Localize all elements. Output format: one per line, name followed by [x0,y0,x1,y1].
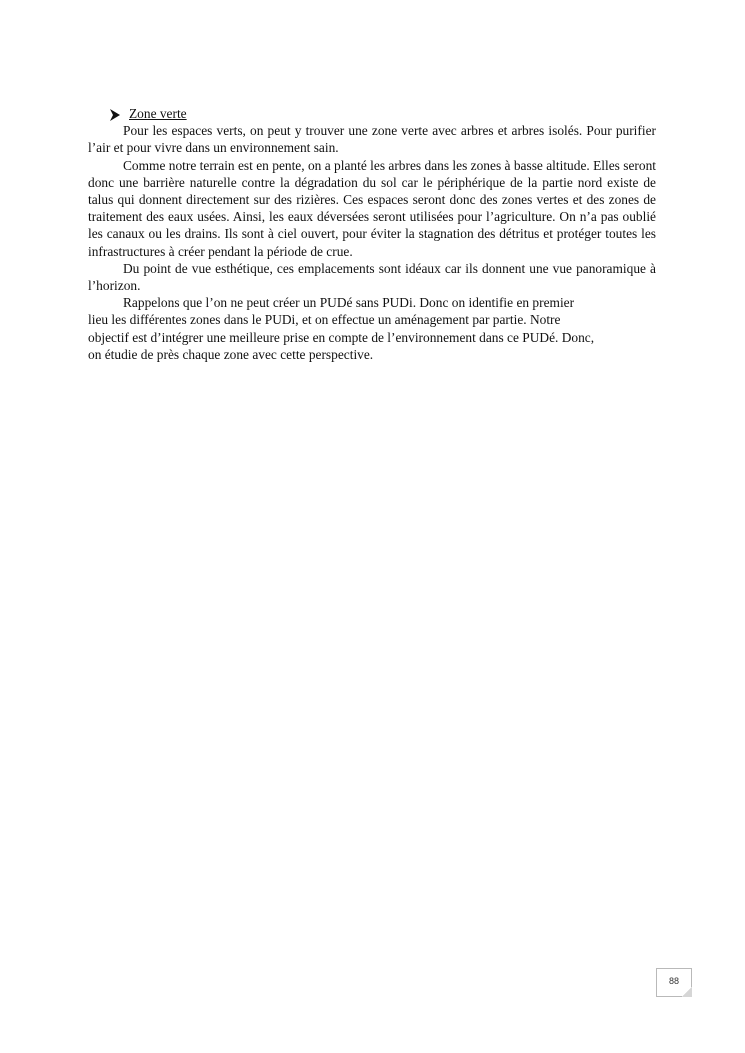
paragraph-4-line-2: lieu les différentes zones dans le PUDi, et on effectue un aménagement par partie. Notre [88,312,561,328]
page-number-box-edge [691,969,692,987]
paragraph-4 [88,294,656,363]
paragraph-3: Du point de vue esthétique, ces emplacements sont idéaux car ils donnent une vue panoramique à l’horizon. [88,260,656,294]
paragraph-1: Pour les espaces verts, on peut y trouver une zone verte avec arbres et arbres isolés. Pour purifier l’air et pour vivre dans un environnement sain. [88,123,656,156]
paragraph-4-line-3: objectif est d’intégrer une meilleure prise en compte de l’environnement dans ce PUDé. Donc, [88,329,595,345]
page-number-box [656,968,692,997]
arrow-bullet-icon [110,108,120,120]
page-number-box-edge [657,996,682,997]
paragraph-4-line-4: on étudie de près chaque zone avec cette perspective. [88,346,374,362]
section-heading [110,105,656,122]
page-body [88,105,656,363]
page-number: 88 [668,976,679,986]
section-heading-text: Zone verte [129,106,187,121]
paragraph-4-line-1: Rappelons que l’on ne peut créer un PUDé sans PUDi. Donc on identifie en premier [123,295,575,311]
paragraph-2: Comme notre terrain est en pente, on a planté les arbres dans les zones à basse altitude. Elles seront donc une barrière naturelle contre la dégradation du sol car le périphérique de la partie nord existe de talus qui donnent directement sur des rizières. Ces espaces seront donc des zones vertes et des zones de traitement des eaux usées. Ainsi, les eaux déversées seront utilisées pour l’agriculture. On n’a pas oublié les canaux ou les drains. Ils sont à ciel ouvert, pour éviter la stagnation des détritus et protéger toutes les infrastructures à créer pendant la période de crue. [88,157,656,259]
